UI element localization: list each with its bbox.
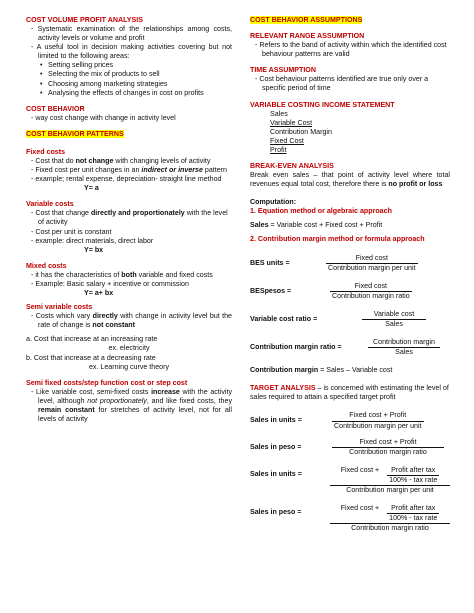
mixed-costs-formula: Y= a+ bx [84,289,114,298]
vcis-item: Contribution Margin [270,127,332,136]
variable-costs-formula: Y= bx [84,245,104,254]
fixed-costs-heading: Fixed costs [26,147,66,156]
cvp-bullet: • Analysing the effects of changes in cost on profits [26,89,232,98]
bes-pesos-formula: BESpesos = $\frac{\text{Fixed cost}}{\text{Contribution margin ratio}}$ [250,281,410,300]
semi-variable-b-example: ex. Learning curve theory [88,362,170,371]
target-sales-units-formula: Sales in units = $\frac{\text{Fixed cost + Profit}}{\text{Contribution margin per unit}}$ [250,411,422,430]
cvp-heading: COST VOLUME PROFIT ANALYSIS [26,16,143,24]
semi-variable-b: b. Cost that increase at a decreasing rate [26,353,156,362]
fixed-costs-def2: - Fixed cost per unit changes in an indirect or inverse pattern [31,166,227,175]
bes-units-formula: BES units = $\frac{\text{Fixed cost}}{\text{Contribution margin per unit}}$ [250,253,416,272]
cvp-bullet: • Setting selling prices [26,61,232,70]
computation-label: Computation: [250,198,297,207]
target-sales-pesos-formula: Sales in peso = $\frac{\text{Fixed cost + Profit}}{\text{Contribution margin ratio}}$ [250,438,450,457]
cvp-bullet: • Choosing among marketing strategies [26,80,232,89]
variable-costs-heading: Variable costs [26,200,74,209]
left-column [26,16,232,424]
cost-behavior-definition: - way cost change with change in activity level [31,113,176,122]
mixed-costs-def1: - it has the characteristics of both variable and fixed costs [31,270,213,279]
cost-behavior-heading: COST BEHAVIOR [26,104,85,113]
relevant-range-def: - Refers to the band of activity within which the identified cost behaviour patterns are valid [255,41,447,59]
cost-behavior-patterns-heading: COST BEHAVIOR PATTERNS [26,129,124,138]
assumptions-heading: COST BEHAVIOR ASSUMPTIONS [250,16,363,24]
after-tax-sales-units-formula: Sales in units = Fixed cost + Profit after tax 100% - tax rate Contribution margin per unit [250,466,450,495]
cvp-usage: - A useful tool in decision making activities covering but not limited to the following areas: [31,43,232,61]
sales-equation: Sales = Variable cost + Fixed cost + Profit [250,221,383,230]
fixed-costs-example: - example; rental expense, depreciation- straight line method [31,175,222,184]
time-assumption-def: - Cost behaviour patterns identified are true only over a specific period of time [255,75,429,93]
variable-costs-example: - example: direct materials, direct labor [31,236,154,245]
target-analysis-def: TARGET ANALYSIS – is concerned with estimating the level of sales required to attain a specified target profit [250,384,449,402]
vcis-item: Sales [270,109,288,118]
cm-ratio-formula: Contribution margin ratio = $\frac{\text{Contribution margin}}{\text{Sales}}$ [250,338,450,357]
variable-cost-ratio-formula: Variable cost ratio = $\frac{\text{Variable cost}}{\text{Sales}}$ [250,310,450,329]
variable-costs-def1: - Cost that change directly and proportionately with the level of activity [31,209,228,227]
vcis-heading: VARIABLE COSTING INCOME STATEMENT [250,100,395,109]
semi-variable-def: - Costs which vary directly with change in activity level but the rate of change is not constant [31,312,232,330]
cvp-bullet: • Selecting the mix of products to sell [26,70,232,79]
mixed-costs-example: - Example: Basic salary + incentive or commission [31,279,189,288]
mixed-costs-heading: Mixed costs [26,261,67,270]
right-column [250,16,450,533]
semi-fixed-def: - Like variable cost, semi-fixed costs increase with the activity level, although not proportionately, and like fixed costs, they remain constant for stretches of activity level, not for all levels of activity [31,387,233,423]
fixed-costs-def1: - Cost that do not change with changing levels of activity [31,157,211,166]
vcis-item: Fixed Cost [270,136,304,145]
cvp-definition: - Systematic examination of the relationships among costs, activity levels or volume and profit [31,25,232,43]
fixed-costs-formula: Y= a [84,184,99,193]
semi-fixed-heading: Semi fixed costs/step function cost or step cost [26,378,188,387]
vcis-item: Profit [270,145,287,154]
vcis-item: Variable Cost [270,118,313,127]
cm-method-heading: 2. Contribution margin method or formula approach [250,235,425,244]
after-tax-sales-pesos-formula: Sales in peso = Fixed cost + Profit after tax 100% - tax rate Contribution margin ratio [250,504,450,533]
semi-variable-a: a. Cost that increase at an increasing rate [26,335,158,344]
equation-method-heading: 1. Equation method or algebraic approach [250,207,392,216]
break-even-heading: BREAK-EVEN ANALYSIS [250,162,334,171]
semi-variable-heading: Semi variable costs [26,303,93,312]
break-even-def: Break even sales – that point of activity level where total revenues equal total cost, therefore there is no profit or loss [250,171,450,189]
semi-variable-a-example: ex. electricity [108,344,150,353]
time-assumption-heading: TIME ASSUMPTION [250,66,316,75]
relevant-range-heading: RELEVANT RANGE ASSUMPTION [250,32,365,41]
variable-costs-def2: - Cost per unit is constant [31,227,112,236]
cm-equation: Contribution margin = Sales – Variable cost [250,366,393,375]
